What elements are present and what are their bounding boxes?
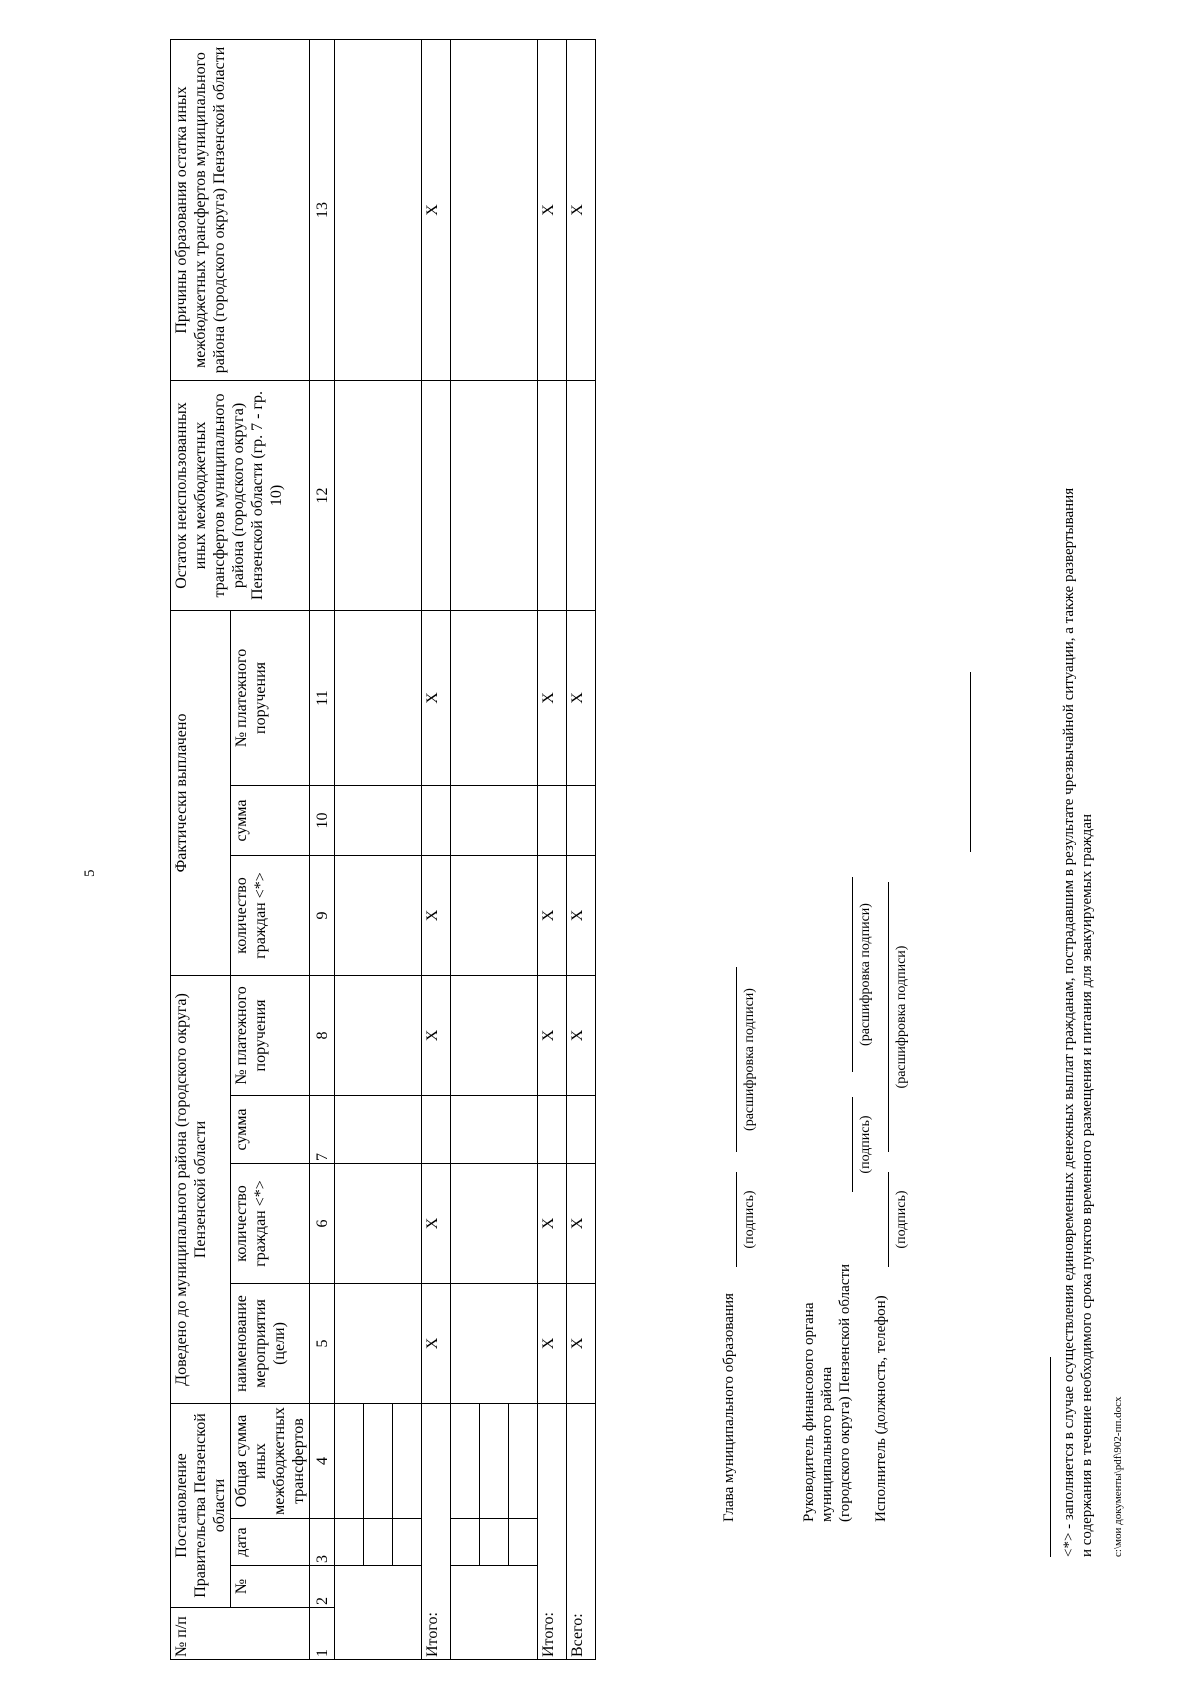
cell-empty: [567, 785, 596, 855]
header-paid: Фактически выплачено: [171, 610, 231, 975]
cell-empty: [335, 39, 422, 380]
signature-line: [736, 967, 737, 1152]
col-num: 10: [310, 785, 335, 855]
header-row-1: [171, 39, 231, 1659]
header-sum-paid: сумма: [231, 785, 310, 855]
signature-line: [888, 1172, 889, 1267]
header-event: наименование мероприятия (цели): [231, 1283, 310, 1403]
signature-caption: (расшифровка подписи): [858, 903, 873, 1046]
total-row: [567, 39, 596, 1659]
cell-empty: [509, 1519, 538, 1566]
subtotal-label: Итого:: [538, 1403, 567, 1659]
col-num: 6: [310, 1163, 335, 1283]
cell-empty: [422, 1095, 451, 1163]
cell-empty: [538, 380, 567, 610]
signature-line: [888, 882, 889, 1152]
header-decree: Постановление Правительства Пензенской области: [171, 1403, 231, 1607]
executor-label: Исполнитель (должность, телефон): [873, 1295, 889, 1522]
cell-empty: [451, 1566, 538, 1660]
cell-empty: [335, 1163, 422, 1283]
cell-empty: [538, 1095, 567, 1163]
finance-head-label-1: Руководитель финансового органа: [801, 1302, 817, 1522]
footnote-line-2: и содержания в течение необходимого срока пунктов временного размещения и питания для эвакуируемых граждан: [1079, 814, 1095, 1557]
header-decree-sum: Общая сумма иных межбюджетных трансфертов: [231, 1403, 310, 1518]
signature-caption: (расшифровка подписи): [742, 988, 757, 1131]
col-num: 4: [310, 1403, 335, 1518]
cell-empty: [567, 1095, 596, 1163]
cell-empty: [451, 785, 538, 855]
header-decree-no: №: [231, 1566, 310, 1608]
cell-empty: [335, 610, 422, 785]
cell-x: X: [538, 855, 567, 975]
header-remainder: Остаток неиспользованных иных межбюджетных трансфертов муниципального района (городского округа) Пензенской области (гр. 7 - гр. 10): [171, 380, 310, 610]
cell-empty: [451, 39, 538, 380]
file-path: c:\мои документы\pdf\902-пп.docx: [1112, 1396, 1124, 1557]
cell-x: X: [422, 1163, 451, 1283]
cell-x: X: [538, 1163, 567, 1283]
cell-x: X: [422, 39, 451, 380]
cell-empty: [393, 1519, 422, 1566]
cell-empty: [422, 380, 451, 610]
cell-empty: [364, 1519, 393, 1566]
col-num: 2: [310, 1566, 335, 1608]
header-npp: № п/п: [171, 1608, 310, 1660]
col-num: 5: [310, 1283, 335, 1403]
cell-empty: [335, 855, 422, 975]
cell-empty: [451, 1519, 480, 1566]
cell-empty: [422, 785, 451, 855]
footnote-line-1: <*> - заполняется в случае осуществления единовременных денежных выплат гражданам, пострадавшим в результате чрезвычайной ситуации, а также развертывания: [1061, 487, 1077, 1557]
footnote-separator: [1050, 1357, 1051, 1557]
header-reasons: Причины образования остатка иных межбюджетных трансфертов муниципального района (городского округа) Пензенской области: [171, 39, 310, 380]
signature-line: [852, 877, 853, 1072]
cell-empty: [509, 1403, 538, 1518]
finance-head-label-2: муниципального района: [819, 1366, 835, 1522]
cell-empty: [335, 975, 422, 1095]
cell-empty: [451, 380, 538, 610]
finance-head-label-3: (городского округа) Пензенской области: [837, 1263, 853, 1522]
cell-empty: [538, 785, 567, 855]
cell-empty: [451, 855, 538, 975]
subtotal-label: Итого:: [422, 1403, 451, 1659]
header-brought: Доведено до муниципального района (городского округа) Пензенской области: [171, 975, 231, 1403]
signature-caption: (расшифровка подписи): [894, 945, 909, 1089]
cell-x: X: [538, 1283, 567, 1403]
cell-x: X: [538, 39, 567, 380]
col-num: 3: [310, 1519, 335, 1566]
cell-x: X: [422, 1283, 451, 1403]
cell-empty: [364, 1403, 393, 1518]
cell-empty: [335, 1403, 364, 1518]
cell-x: X: [538, 610, 567, 785]
cell-empty: [451, 1283, 538, 1403]
page-number: 5: [82, 869, 98, 877]
cell-empty: [335, 380, 422, 610]
col-num: 7: [310, 1095, 335, 1163]
header-decree-date: дата: [231, 1519, 310, 1566]
cell-x: X: [422, 855, 451, 975]
cell-empty: [567, 380, 596, 610]
signature-caption: (подпись): [858, 1115, 873, 1174]
cell-empty: [451, 975, 538, 1095]
cell-empty: [335, 1519, 364, 1566]
head-label: Глава муниципального образования: [721, 1293, 737, 1522]
cell-empty: [451, 1095, 538, 1163]
cell-x: X: [538, 975, 567, 1095]
col-num: 9: [310, 855, 335, 975]
header-payorder: № платежного поручения: [231, 975, 310, 1095]
header-sum: сумма: [231, 1095, 310, 1163]
col-num: 8: [310, 975, 335, 1095]
column-numbers-row: [310, 39, 335, 1659]
cell-x: X: [567, 1283, 596, 1403]
col-num: 11: [310, 610, 335, 785]
subtotal-row: [538, 39, 567, 1659]
cell-x: X: [567, 975, 596, 1095]
cell-x: X: [422, 975, 451, 1095]
signature-caption: (подпись): [742, 1190, 757, 1249]
cell-empty: [451, 1403, 480, 1518]
cell-x: X: [567, 39, 596, 380]
col-num: 1: [310, 1608, 335, 1660]
signature-line: [736, 1172, 737, 1267]
header-count-paid: количество граждан <*>: [231, 855, 310, 975]
footnote: [1060, 77, 1096, 1557]
cell-empty: [451, 610, 538, 785]
col-num: 13: [310, 39, 335, 380]
signature-caption: (подпись): [894, 1190, 909, 1249]
cell-empty: [480, 1403, 509, 1518]
cell-x: X: [567, 610, 596, 785]
total-label: Всего:: [567, 1403, 596, 1659]
cell-empty: [451, 1163, 538, 1283]
header-payorder-paid: № платежного поручения: [231, 610, 310, 785]
cell-empty: [335, 785, 422, 855]
cell-empty: [335, 1283, 422, 1403]
cell-x: X: [567, 1163, 596, 1283]
signature-line: [852, 1097, 853, 1192]
cell-empty: [335, 1095, 422, 1163]
data-row: [451, 39, 480, 1659]
cell-x: X: [567, 855, 596, 975]
col-num: 12: [310, 380, 335, 610]
cell-x: X: [422, 610, 451, 785]
header-count: количество граждан <*>: [231, 1163, 310, 1283]
cell-empty: [393, 1403, 422, 1518]
report-table: [170, 39, 596, 1660]
cell-empty: [335, 1566, 422, 1660]
data-row: [335, 39, 364, 1659]
subtotal-row: [422, 39, 451, 1659]
cell-empty: [480, 1519, 509, 1566]
date-line: [970, 672, 971, 852]
